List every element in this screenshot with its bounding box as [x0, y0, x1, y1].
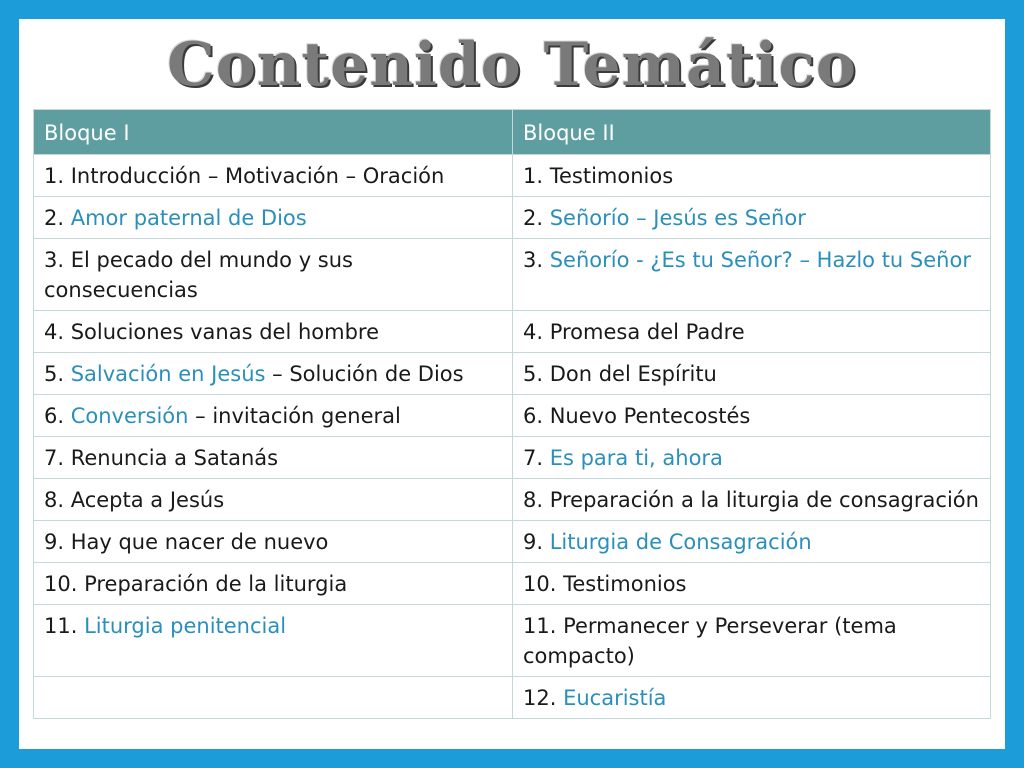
- cell-bloque-i: [34, 155, 513, 197]
- table-row: [34, 479, 991, 521]
- cell-text: 3.: [523, 248, 550, 272]
- highlighted-text: Es para ti, ahora: [549, 446, 723, 470]
- cell-text: 1. Introducción – Motivación – Oración: [44, 164, 445, 188]
- table-row: [34, 395, 991, 437]
- highlighted-text: Señorío – Jesús es Señor: [549, 206, 806, 230]
- cell-bloque-ii: [513, 197, 991, 239]
- highlighted-text: Eucaristía: [563, 686, 667, 710]
- cell-bloque-i: [34, 677, 513, 719]
- cell-bloque-ii: [513, 563, 991, 605]
- highlighted-text: Amor paternal de Dios: [70, 206, 307, 230]
- column-header-bloque-i: Bloque I: [34, 110, 513, 155]
- cell-text: 4. Promesa del Padre: [523, 320, 745, 344]
- table-row: [34, 563, 991, 605]
- highlighted-text: Salvación en Jesús: [70, 362, 266, 386]
- cell-text: 11.: [44, 614, 85, 638]
- cell-bloque-i: [34, 311, 513, 353]
- cell-bloque-ii: [513, 677, 991, 719]
- cell-text: 2.: [44, 206, 71, 230]
- slide-title: Contenido Temático: [167, 30, 857, 100]
- table-row: [34, 155, 991, 197]
- cell-text: 8. Acepta a Jesús: [44, 488, 225, 512]
- cell-bloque-ii: [513, 311, 991, 353]
- cell-bloque-i: [34, 239, 513, 311]
- cell-text: 11. Permanecer y Perseverar (tema compacto): [523, 614, 897, 668]
- cell-text: 3. El pecado del mundo y sus consecuencias: [44, 248, 353, 302]
- cell-text: 10. Preparación de la liturgia: [44, 572, 348, 596]
- content-table: [33, 109, 991, 719]
- cell-bloque-i: [34, 197, 513, 239]
- cell-bloque-ii: [513, 353, 991, 395]
- table-row: [34, 521, 991, 563]
- cell-bloque-ii: [513, 395, 991, 437]
- cell-bloque-i: [34, 605, 513, 677]
- table-row: [34, 437, 991, 479]
- cell-bloque-i: [34, 395, 513, 437]
- table-header-row: [34, 110, 991, 155]
- cell-text: 12.: [523, 686, 564, 710]
- cell-bloque-i: [34, 563, 513, 605]
- cell-text: 8. Preparación a la liturgia de consagración: [523, 488, 979, 512]
- cell-bloque-ii: [513, 437, 991, 479]
- cell-bloque-ii: [513, 521, 991, 563]
- cell-text: 4. Soluciones vanas del hombre: [44, 320, 379, 344]
- highlighted-text: Liturgia penitencial: [84, 614, 287, 638]
- cell-bloque-i: [34, 437, 513, 479]
- cell-text: 1. Testimonios: [523, 164, 674, 188]
- cell-bloque-ii: [513, 479, 991, 521]
- highlighted-text: Señorío - ¿Es tu Señor? – Hazlo tu Señor: [549, 248, 971, 272]
- cell-bloque-i: [34, 479, 513, 521]
- cell-bloque-i: [34, 521, 513, 563]
- highlighted-text: Liturgia de Consagración: [549, 530, 812, 554]
- cell-text: 10. Testimonios: [523, 572, 687, 596]
- table-row: [34, 353, 991, 395]
- cell-text: 6. Nuevo Pentecostés: [523, 404, 751, 428]
- cell-bloque-ii: [513, 239, 991, 311]
- table-body: [34, 155, 991, 719]
- cell-text: 5. Don del Espíritu: [523, 362, 717, 386]
- table-row: [34, 677, 991, 719]
- cell-bloque-ii: [513, 155, 991, 197]
- table-row: [34, 605, 991, 677]
- cell-text: 7.: [523, 446, 550, 470]
- column-header-bloque-ii: Bloque II: [513, 110, 991, 155]
- table-row: [34, 239, 991, 311]
- cell-text: – Solución de Dios: [265, 362, 464, 386]
- cell-text: 6.: [44, 404, 71, 428]
- highlighted-text: Conversión: [70, 404, 189, 428]
- cell-text: 2.: [523, 206, 550, 230]
- table-row: [34, 197, 991, 239]
- cell-bloque-ii: [513, 605, 991, 677]
- cell-text: 9. Hay que nacer de nuevo: [44, 530, 329, 554]
- table-row: [34, 311, 991, 353]
- cell-text: 5.: [44, 362, 71, 386]
- cell-text: – invitación general: [188, 404, 401, 428]
- cell-text: 7. Renuncia a Satanás: [44, 446, 279, 470]
- cell-text: 9.: [523, 530, 550, 554]
- slide: [19, 19, 1005, 749]
- cell-bloque-i: [34, 353, 513, 395]
